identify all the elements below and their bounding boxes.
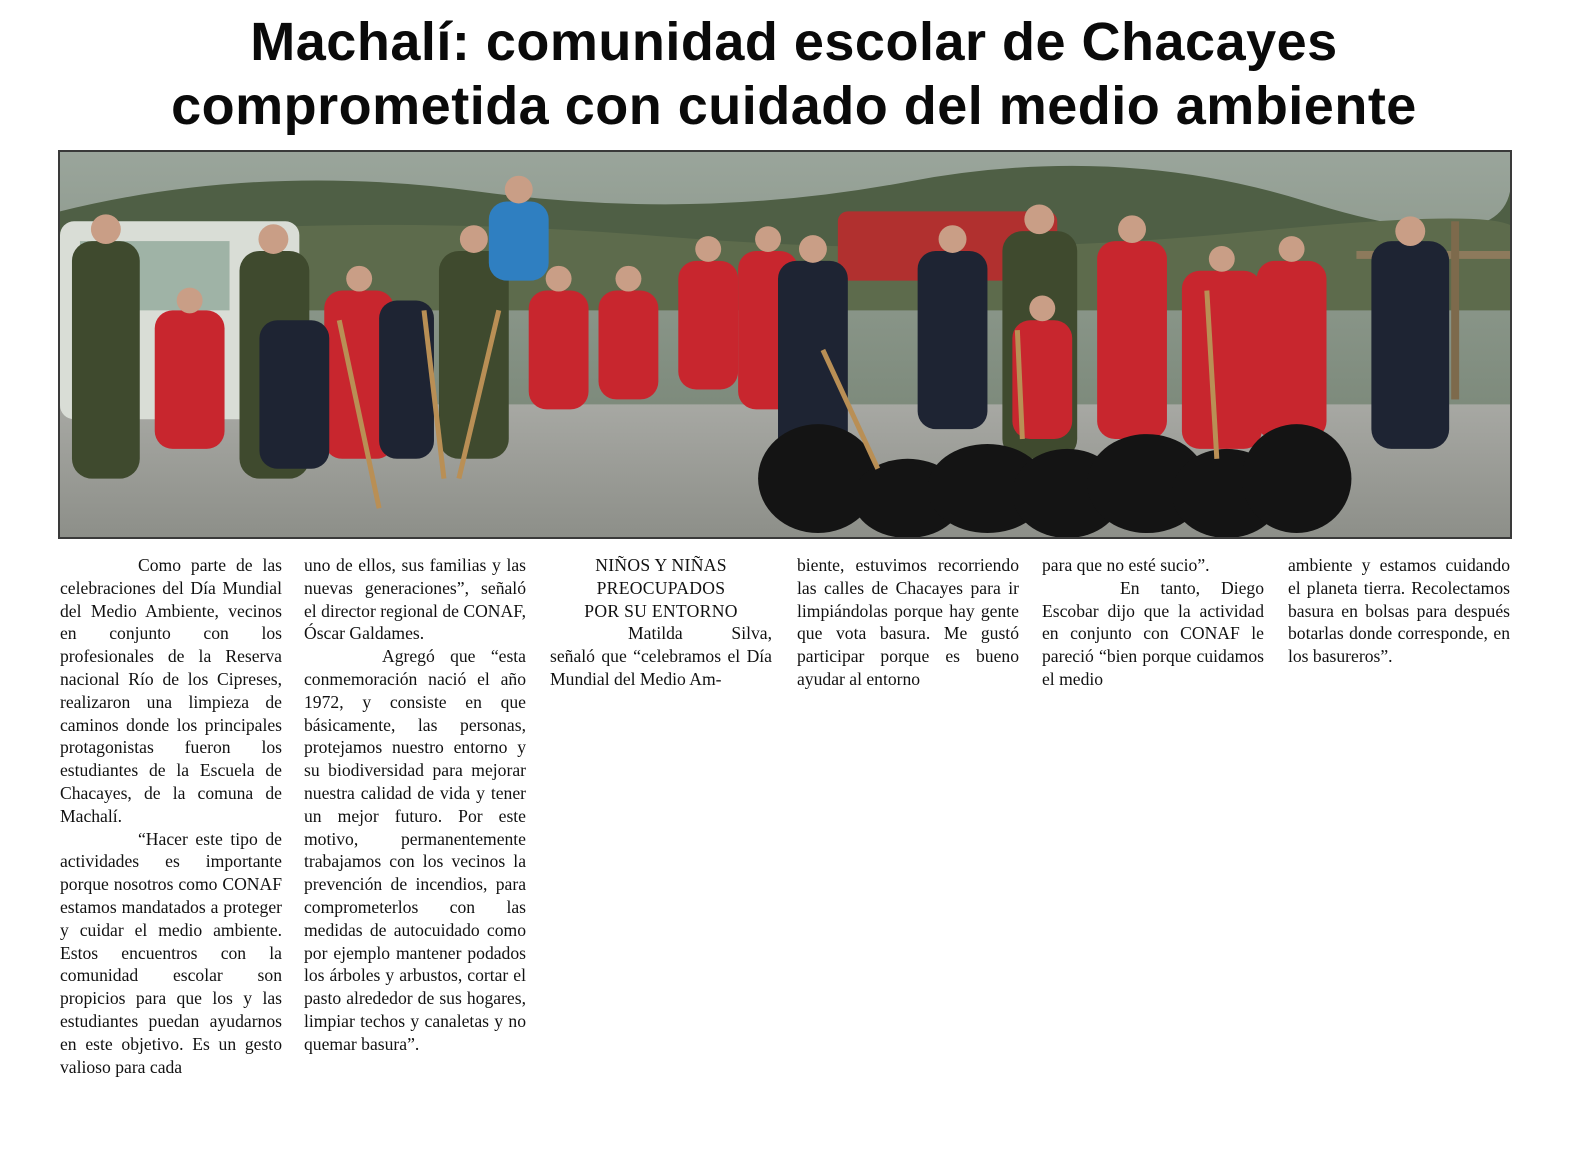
text-column-6 <box>1288 554 1510 668</box>
paragraph: Matilda Silva, señaló que “celebramos el Día Mundial del Medio Am- <box>550 623 772 689</box>
section-subhead <box>550 554 772 622</box>
subhead-line-2: PREOCUPADOS <box>596 577 726 598</box>
headline <box>0 10 1588 138</box>
text-column-3 <box>550 554 772 691</box>
text-column-1 <box>60 554 282 1078</box>
subhead-line-1: NIÑOS Y NIÑAS <box>595 555 727 575</box>
subhead-line-3: POR SU ENTORNO <box>584 600 738 621</box>
paragraph: Agregó que “esta conmemoración nació el año 1972, y consiste en que básicamente, las personas, protejamos nuestro entorno y su biodiversidad para mejorar nuestra calidad de vida y tener un mejor futuro. Por este motivo, permanentemente trabajamos con los vecinos la prevención de incendios, para comprometerlos con las medidas de autocuidado como por ejemplo mantener podados los árboles y arbustos, cortar el pasto alrededor de sus hogares, limpiar techos y canaletas y no quemar basura”. <box>304 646 526 1054</box>
paragraph: biente, estuvimos recorriendo las calles de Chacayes para ir limpiándolas porque hay gente que vota basura. Me gustó participar porque es bueno ayudar al entorno <box>797 555 1019 689</box>
paragraph: ambiente y estamos cuidando el planeta tierra. Recolectamos basura en bolsas para después botarlas donde corresponde, en los basureros”. <box>1288 555 1510 667</box>
text-column-4 <box>797 554 1019 691</box>
paragraph: En tanto, Diego Escobar dijo que la actividad en conjunto con CONAF le pareció “bien porque cuidamos el medio <box>1042 577 1264 689</box>
text-column-5 <box>1042 554 1264 691</box>
paragraph: “Hacer este tipo de actividades es importante porque nosotros como CONAF estamos mandatados a proteger y cuidar el medio ambiente. Estos encuentros con la comunidad escolar son propicios para que los y las estudiantes puedan ayudarnos en este objetivo. Es un gesto valioso para cada <box>60 828 282 1077</box>
group-photo <box>58 150 1512 539</box>
paragraph: uno de ellos, sus familias y las nuevas generaciones”, señaló el director regional de CONAF, Óscar Galdames. <box>304 555 526 644</box>
text-column-2 <box>304 554 526 1056</box>
paragraph: Como parte de las celebraciones del Día Mundial del Medio Ambiente, vecinos en conjunto con los profesionales de la Reserva nacional Río de los Cipreses, realizaron una limpieza de caminos donde los principales protagonistas fueron los estudiantes de la Escuela de Chacayes, de la comuna de Machalí. <box>60 555 282 826</box>
group-photo-illustration <box>60 152 1510 537</box>
headline-line-1: Machalí: comunidad escolar de Chacayes <box>250 12 1338 72</box>
paragraph: para que no esté sucio”. <box>1042 555 1210 575</box>
headline-line-2: comprometida con cuidado del medio ambiente <box>171 76 1417 136</box>
